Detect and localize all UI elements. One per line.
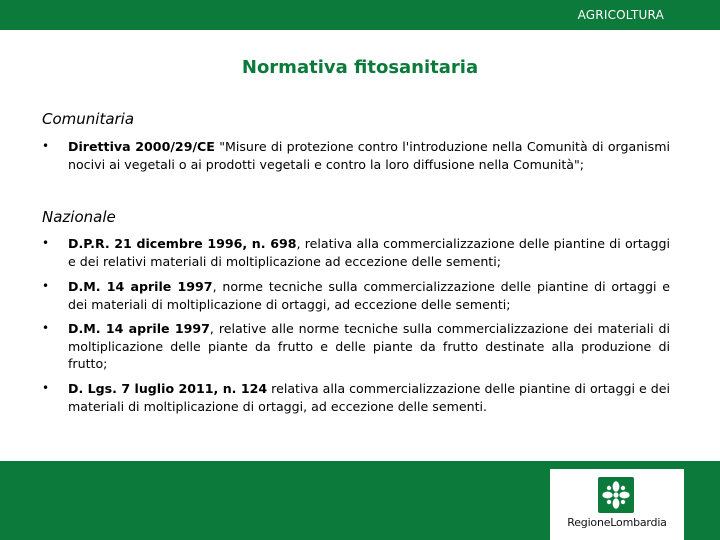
list-item (42, 278, 670, 313)
section-label: AGRICOLTURA (577, 8, 664, 22)
list-item (42, 235, 670, 270)
logo (550, 469, 684, 540)
list-item-desc: , norme tecniche sulla commercializzazione delle piantine di ortaggi e dei materiali di moltiplicazione di ortaggi, ad eccezione delle sementi; (68, 279, 670, 312)
list-item-text (68, 380, 670, 415)
list-item-desc: , relative alle norme tecniche sulla commercializzazione dei materiali di moltiplicazione delle piante da frutto e delle piante da frutto destinate alla produzione di frutto; (68, 321, 670, 371)
list-item-text (68, 235, 670, 270)
section-heading-nazionale: Nazionale (42, 208, 116, 226)
list-item-text (68, 278, 670, 313)
list-item (42, 138, 670, 173)
bullet-icon: • (42, 236, 50, 250)
rosa-camuna-icon (598, 477, 634, 513)
bullet-icon: • (42, 381, 50, 395)
page-title: Normativa fitosanitaria (241, 57, 479, 78)
list-item-ref: D.P.R. 21 dicembre 1996, n. 698 (68, 236, 297, 251)
list-item-ref: D.M. 14 aprile 1997 (68, 279, 213, 294)
list-item-desc: , relativa alla commercializzazione delle piantine di ortaggi e dei relativi materiali di moltiplicazione ad eccezione delle sementi; (68, 236, 671, 269)
bullet-icon: • (42, 139, 50, 153)
list-item-text (68, 138, 670, 173)
logo-text: RegioneLombardia (567, 516, 667, 529)
list-item (42, 380, 670, 415)
bullet-icon: • (42, 279, 50, 293)
list-item (42, 320, 670, 373)
list-item-desc: "Misure di protezione contro l'introduzione nella Comunità di organismi nocivi ai vegetali o ai prodotti vegetali e contro la loro diffusione nella Comunità"; (68, 139, 671, 172)
list-item-ref: D. Lgs. 7 luglio 2011, n. 124 (68, 381, 268, 396)
list-item-ref: Direttiva 2000/29/CE (68, 139, 215, 154)
section-heading-comunitaria: Comunitaria (42, 110, 135, 128)
list-item-ref: D.M. 14 aprile 1997 (68, 321, 210, 336)
list-item-desc: relativa alla commercializzazione delle piantine di ortaggi e dei materiali di moltiplicazione di ortaggi, ad eccezione delle sementi. (68, 381, 670, 414)
bullet-icon: • (42, 321, 50, 335)
list-item-text (68, 320, 670, 373)
header-bar (0, 0, 720, 30)
